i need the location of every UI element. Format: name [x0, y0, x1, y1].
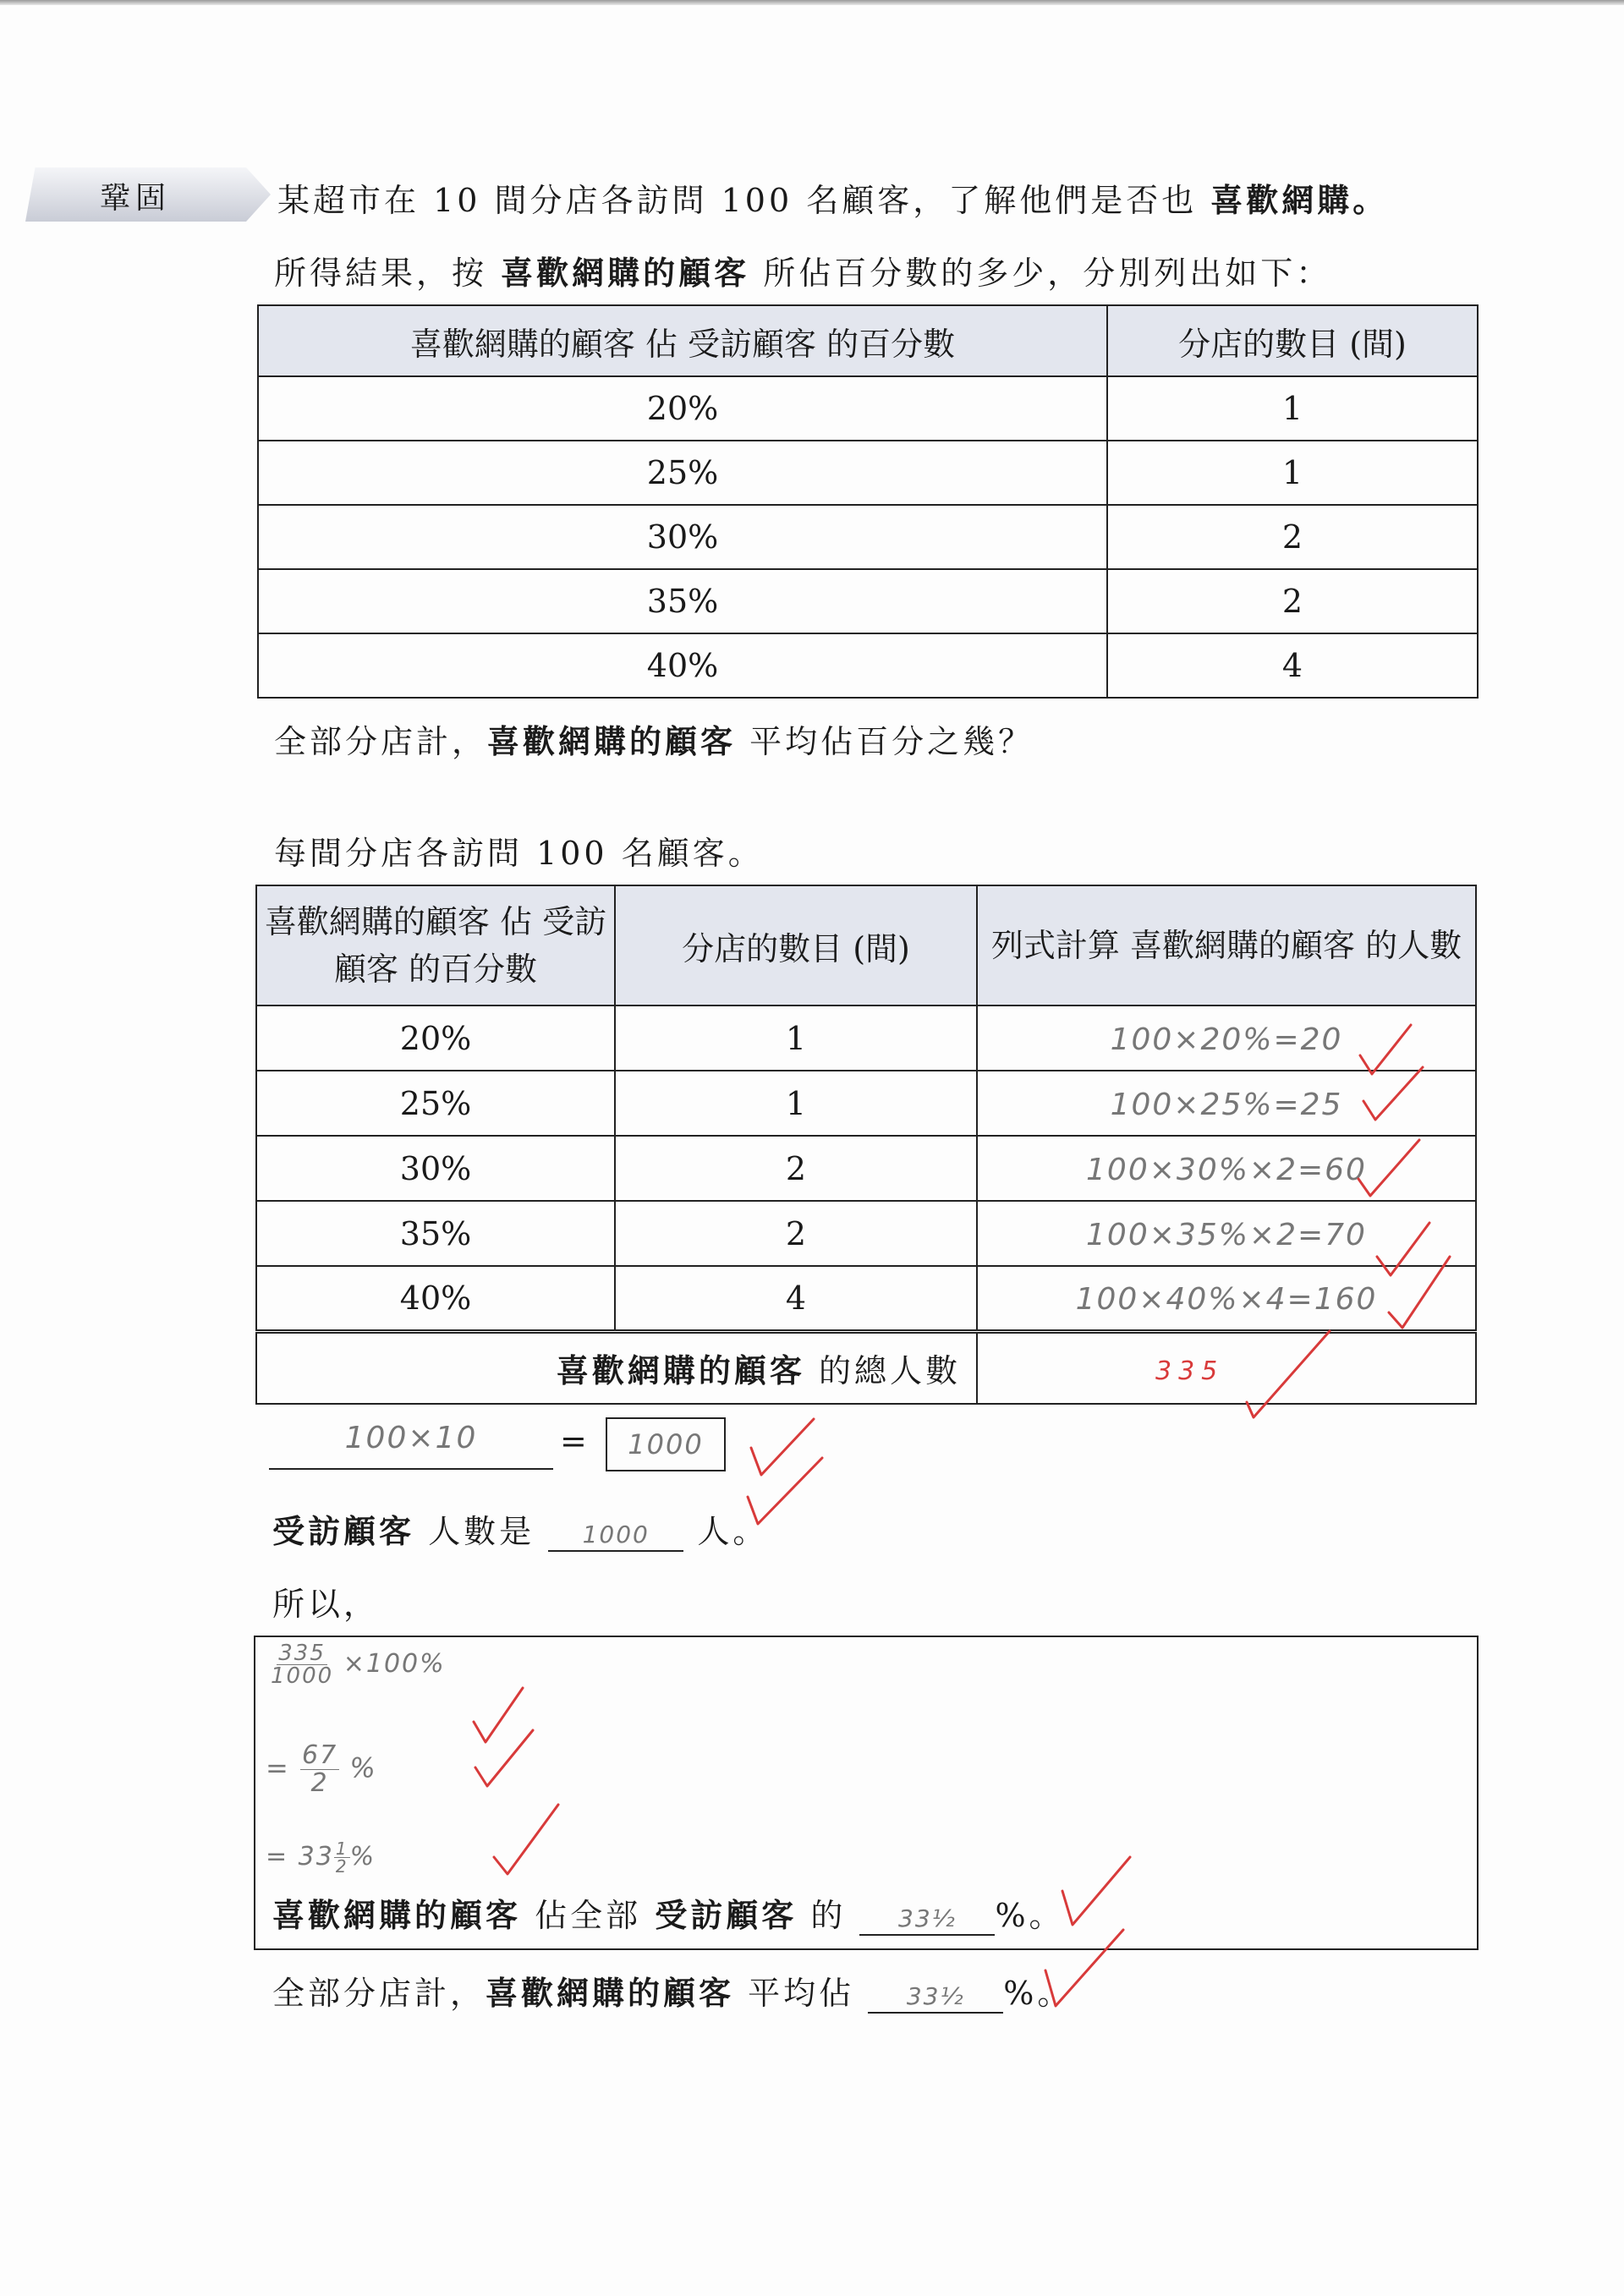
table-percentages [257, 304, 1479, 699]
answer-2-b: 平均佔 [748, 1975, 855, 2012]
equation-result-box[interactable] [606, 1417, 726, 1471]
table2-cell-percent: 20% [256, 1006, 615, 1071]
fraction-denominator: 2 [335, 1856, 348, 1877]
table2-cell-branches: 2 [615, 1201, 977, 1266]
visitors-a: 人數是 [428, 1513, 535, 1550]
intro-line-1 [277, 174, 1388, 221]
table1-cell-percent: 40% [258, 633, 1107, 698]
intro-line-2-a: 所得結果，按 [274, 255, 488, 292]
visitors-answer-field[interactable] [548, 1513, 683, 1552]
table-row-total [256, 1331, 1476, 1404]
intro-line-1-text: 某超市在 10 間分店各訪問 100 名顧客，了解他們是否也 [277, 182, 1198, 219]
table-row [256, 1006, 1476, 1071]
table2-cell-calc[interactable] [977, 1006, 1476, 1071]
table2-cell-calc[interactable] [977, 1136, 1476, 1201]
working-line-3-prefix: = 33 [266, 1842, 334, 1871]
equation-expr-field[interactable] [269, 1421, 553, 1470]
table2-cell-calc[interactable] [977, 1201, 1476, 1266]
working-line-3 [266, 1840, 376, 1875]
fraction-denominator: 2 [310, 1768, 329, 1798]
table2-total-label-text: 的總人數 [818, 1352, 961, 1390]
table2-total-cell[interactable] [977, 1331, 1476, 1404]
fraction [334, 1840, 350, 1875]
handwritten-calc: 100×20%=20 [1110, 1022, 1343, 1057]
answer-2-bold: 喜歡網購的顧客 [486, 1974, 735, 2012]
visitors-unit: 人。 [697, 1513, 769, 1550]
working-line-1 [271, 1642, 446, 1687]
working-line-3-suffix: % [349, 1842, 376, 1871]
question-b: 平均佔百分之幾？ [749, 723, 1034, 760]
working-times: ×100% [343, 1649, 446, 1679]
handwritten-total: 335 [1155, 1356, 1225, 1386]
table2-header-percent: 喜歡網購的顧客 佔 受訪顧客 的百分數 [256, 885, 615, 1006]
table2-cell-branches: 1 [615, 1071, 977, 1136]
table2-cell-calc[interactable] [977, 1071, 1476, 1136]
table1-cell-percent: 35% [258, 569, 1107, 633]
visitors-line [272, 1505, 768, 1552]
question-a: 全部分店計， [274, 723, 488, 760]
table2-total-label [256, 1331, 977, 1404]
table1-cell-percent: 20% [258, 376, 1107, 441]
table-row [258, 633, 1478, 698]
question [274, 715, 1034, 762]
table2-cell-calc[interactable] [977, 1266, 1476, 1331]
fraction-numerator: 335 [278, 1641, 326, 1666]
table1-header-branches: 分店的數目 (間) [1107, 305, 1478, 376]
handwritten-visitors: 1000 [582, 1521, 650, 1548]
table-row [258, 441, 1478, 505]
intro-line-2-bold: 喜歡網購的顧客 [501, 254, 750, 292]
table-row [256, 1266, 1476, 1331]
table2-cell-branches: 4 [615, 1266, 977, 1331]
table2-header-calc: 列式計算 喜歡網購的顧客 的人數 [977, 885, 1476, 1006]
table2-header-branches: 分店的數目 (間) [615, 885, 977, 1006]
table2-cell-percent: 30% [256, 1136, 615, 1201]
table-row [256, 1071, 1476, 1136]
answer-2-unit: %。 [1003, 1975, 1073, 2012]
table-row [258, 376, 1478, 441]
handwritten-answer-2: 33½ [906, 1982, 965, 2010]
table-row [256, 1136, 1476, 1201]
table1-cell-branches: 2 [1107, 569, 1478, 633]
intro-line-1-bold: 喜歡網購。 [1210, 181, 1389, 219]
answer-2 [272, 1967, 1073, 2014]
table2-cell-branches: 1 [615, 1006, 977, 1071]
handwritten-result: 1000 [628, 1428, 704, 1460]
table1-cell-percent: 30% [258, 505, 1107, 569]
table1-cell-percent: 25% [258, 441, 1107, 505]
table-row [258, 505, 1478, 569]
answer-1-b: 的 [810, 1897, 847, 1934]
table1-header-percent: 喜歡網購的顧客 佔 受訪顧客 的百分數 [258, 305, 1107, 376]
answer-1-bold-1: 喜歡網購的顧客 [272, 1896, 522, 1934]
handwritten-expr: 100×10 [344, 1421, 478, 1455]
table1-cell-branches: 2 [1107, 505, 1478, 569]
table-calculation [255, 885, 1477, 1405]
answer-1-unit: %。 [995, 1897, 1065, 1934]
table2-cell-percent: 25% [256, 1071, 615, 1136]
table2-cell-percent: 35% [256, 1201, 615, 1266]
question-bold: 喜歡網購的顧客 [487, 722, 737, 760]
handwritten-answer-1: 33½ [898, 1904, 957, 1932]
intro-line-2-b: 所佔百分數的多少，分別列出如下： [763, 255, 1332, 292]
tick-mark-icon [751, 1419, 814, 1475]
answer-1 [272, 1889, 1065, 1936]
fraction [300, 1742, 339, 1797]
handwritten-calc: 100×25%=25 [1110, 1087, 1343, 1122]
visitors-bold: 受訪顧客 [272, 1512, 415, 1550]
table-row [256, 1201, 1476, 1266]
answer-1-field[interactable] [859, 1897, 995, 1936]
equation-equals: = [560, 1422, 590, 1460]
fraction-numerator: 1 [335, 1838, 348, 1859]
table-row [258, 569, 1478, 633]
section-tag-label: 鞏固 [100, 181, 172, 216]
working-line-2-suffix: % [349, 1751, 377, 1784]
working-line-2 [266, 1742, 377, 1797]
answer-1-a: 佔全部 [535, 1897, 642, 1934]
answer-1-bold-2: 受訪顧客 [655, 1896, 798, 1934]
table1-cell-branches: 4 [1107, 633, 1478, 698]
fraction [271, 1642, 333, 1687]
handwritten-calc: 100×40%×4=160 [1075, 1281, 1378, 1317]
intro-line-2 [274, 247, 1331, 293]
fraction-denominator: 1000 [271, 1663, 334, 1689]
answer-2-field[interactable] [868, 1975, 1003, 2014]
table1-cell-branches: 1 [1107, 441, 1478, 505]
table2-total-label-bold: 喜歡網購的顧客 [556, 1351, 805, 1390]
working-line-2-prefix: = [266, 1751, 290, 1784]
scan-edge [0, 0, 1624, 5]
table2-cell-branches: 2 [615, 1136, 977, 1201]
table1-cell-branches: 1 [1107, 376, 1478, 441]
fraction-numerator: 67 [301, 1740, 338, 1770]
handwritten-calc: 100×35%×2=70 [1086, 1217, 1367, 1252]
note-visited: 每間分店各訪問 100 名顧客。 [274, 835, 764, 872]
handwritten-calc: 100×30%×2=60 [1086, 1152, 1367, 1187]
table2-cell-percent: 40% [256, 1266, 615, 1331]
answer-2-a: 全部分店計， [272, 1975, 486, 2012]
so-label: 所以， [272, 1586, 380, 1623]
